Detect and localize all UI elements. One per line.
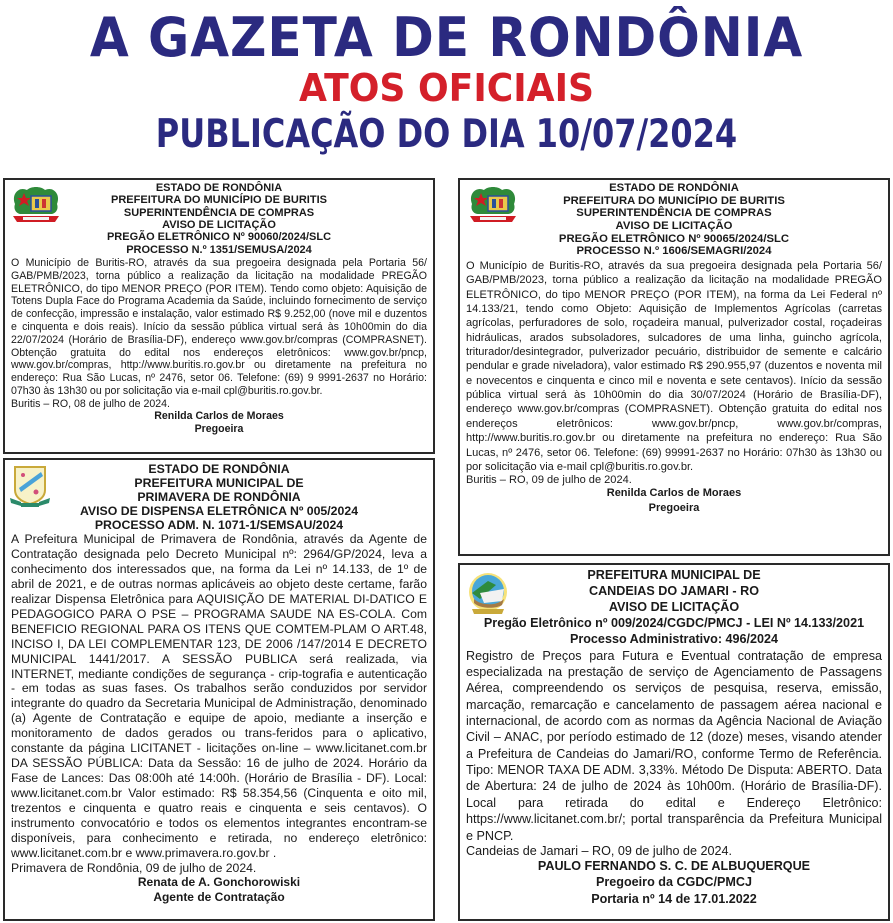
header-line: PROCESSO N.º 1606/SEMAGRI/2024	[576, 245, 772, 258]
signatory-name: Renilda Carlos de Moraes	[606, 487, 742, 500]
signatory-name: Renata de A. Gonchorowiski	[137, 874, 301, 889]
newspaper-title: A GAZETA DE RONDÔNIA	[89, 6, 804, 69]
notice-buritis-pregao-90060	[3, 178, 435, 454]
notice-header	[11, 182, 427, 256]
header-line: ESTADO DE RONDÔNIA	[148, 462, 290, 476]
notice-buritis-pregao-90065	[458, 178, 890, 556]
place-date: Candeias de Jamari – RO, 09 de julho de 2024.	[466, 843, 733, 858]
header-line: PREFEITURA DO MUNICÍPIO DE BURITIS	[111, 194, 327, 207]
notice-header	[466, 567, 882, 648]
signature-block	[11, 410, 427, 436]
header-line: PRIMAVERA DE RONDÔNIA	[137, 490, 301, 505]
header-line: PREGÃO ELETRÔNICO Nº 90065/2024/SLC	[558, 232, 790, 245]
header-line: AVISO DE LICITAÇÃO	[615, 219, 733, 232]
notice-primavera-dispensa-005	[3, 458, 435, 921]
section-title: ATOS OFICIAIS	[298, 66, 595, 110]
header-line: PROCESSO ADM. N. 1071-1/SEMSAU/2024	[94, 518, 344, 533]
notice-header	[466, 182, 882, 258]
header-line: AVISO DE DISPENSA ELETRÔNICA Nº 005/2024	[79, 504, 359, 519]
header-line: CANDEIAS DO JAMARI - RO	[588, 584, 760, 599]
notice-body: Registro de Preços para Futura e Eventual contratação de empresa especializada na prestação de serviço de Agenciamento de Passagens Aérea, compreendendo os serviços de pesquisa, reserva, emissão, marcação, remarcação e cancelamento de passagem aérea nacional e internacional, de acordo com as normas da Agência Nacional de Aviação Civil – ANAC, por período estimado de 12 (doze) meses, visando atender a Prefeitura de Candeias do Jamari/RO, conforme Termo de Referência. Tipo: MENOR TAXA DE ADM. 3,33%. Método De Disputa: ABERTO. Data de Abertura: 24 de julho de 2024 às 10h00m. (Horário de Brasília-DF). Local para retirada do edital e Endereço Eletrônico: https://www.licitanet.com.br/; portal transparência da Prefeitura Municipal e PNCP.	[466, 648, 882, 843]
signatory-appointment: Portaria nº 14 de 17.01.2022	[591, 891, 757, 906]
place-date: Primavera de Rondônia, 09 de julho de 2024.	[11, 860, 257, 875]
header-line: SUPERINTENDÊNCIA DE COMPRAS	[123, 206, 315, 219]
signatory-role: Pregoeira	[648, 501, 700, 514]
place-date: Buritis – RO, 09 de julho de 2024.	[466, 474, 632, 487]
masthead	[0, 0, 893, 176]
notice-candeias-pregao-009	[458, 563, 890, 921]
signatory-name: Renilda Carlos de Moraes	[154, 409, 284, 422]
signatory-name: PAULO FERNANDO S. C. DE ALBUQUERQUE	[537, 858, 811, 873]
signatory-role: Pregoeira	[194, 423, 244, 436]
header-line: ESTADO DE RONDÔNIA	[609, 182, 739, 194]
header-line: Pregão Eletrônico nº 009/2024/CGDC/PMCJ - LEI Nº 14.133/2021	[483, 616, 865, 631]
notice-body: A Prefeitura Municipal de Primavera de Rondônia, através da Agente de Contratação designada pelo Decreto Municipal nº: 2964/GP/2024, leva a conhecimento dos interessados que, na forma da Lei nº 14.133, de 1º de abril de 2021, e de outras normas aplicáveis ao objeto deste certame, farão realizar Dispensa Eletrônica para AQUISIÇÃO DE MATERIAL DI-DATICO E PEDAGOGICO PARA O PSE – PROGRAMA SAUDE NA ES-COLA. Com BENEFICIO REGIONAL PARA OS ITENS QUE COMTEM-PLAM O ART.48, INCISO I, DA LEI COMPLEMENTAR 123, DE 2006 /147/2014 E DECRETO MUNICIPAL 1441/2017. A SESSÃO PUBLICA será realizada, via INTERNET, mediante condições de segurança - crip-tografia e autenticação - em todas as suas fases. Os trabalhos serão conduzidos por servidor integrante do quadro da Secretaria Municipal de Administração, denominado (a) Agente de Contratação e equipe de apoio, mediante a inserção e monitoramento de dados gerados ou trans-feridos para o aplicativo, constante da página LICITANET - licitações on-line – www.licitanet.com.br DA SESSÃO PÚBLICA: Data da Sessão: 16 de julho de 2024. Horário da Fase de Lances: Das 08:00h até 14:00h. (Horário de Brasília - DF). Local: www.licitanet.com.br Valor estimado: R$ 58.354,56 (Cinquenta e oito mil, trezentos e cinquenta e quatro reais e cinquenta e seis centavos). O instrumento convocatório e todos os elementos integrantes encontram-se disponíveis, para conhecimento e retirada, no endereço eletrônico: www.licitanet.com.br e www.primavera.ro.gov.br .	[11, 532, 427, 860]
signature-block	[11, 875, 427, 905]
header-line: AVISO DE LICITAÇÃO	[608, 600, 740, 615]
header-line: PROCESSO N.º 1351/SEMUSA/2024	[126, 243, 312, 256]
header-line: PREFEITURA DO MUNICÍPIO DE BURITIS	[563, 194, 785, 207]
header-line: SUPERINTENDÊNCIA DE COMPRAS	[576, 207, 772, 220]
place-date: Buritis – RO, 08 de julho de 2024.	[11, 397, 171, 410]
signature-block	[466, 858, 882, 907]
header-line: ESTADO DE RONDÔNIA	[155, 182, 283, 194]
header-line: AVISO DE LICITAÇÃO	[162, 218, 276, 231]
header-line: PREFEITURA MUNICIPAL DE	[587, 568, 761, 582]
signatory-role: Pregoeiro da CGDC/PMCJ	[595, 875, 753, 890]
header-line: Processo Administrativo: 496/2024	[569, 632, 779, 647]
header-line: PREGÃO ELETRÔNICO Nº 90060/2024/SLC	[106, 231, 332, 244]
notice-body: O Município de Buritis-RO, através da sua pregoeira designada pela Portaria 56/ GAB/PMB/2023, torna público a realização da licitação na modalidade PREGÃO ELETRÔNICO, do tipo MENOR PREÇO (POR ITEM). Tendo como objeto: Aquisição de Totens Dupla Face do Programa Academia da Saúde, incluindo fornecimento de serviço de confecção, impressão e instalação, valor estimado R$ 9.252,00 (nove mil e duzentos e cinquenta e dois reais). Início da sessão pública virtual será às 10h00min do dia 22/07/2024 (Horário de Brasília-DF), endereço www.gov.br/compras (COMPRASNET). Obtenção gratuita do edital nos endereços eletrônicos: www.gov.br/pncp, www.gov.br/compras, http://www.buritis.ro.gov.br ou diretamente na prefeitura no endereço: Rua São Lucas, nº 2476, setor 06. Telefone: (69) 9 9991-2637 no Horário: 07h30 às 13h30 ou por solicitação via e-mail cpl@buritis.ro.gov.br.	[11, 256, 427, 397]
notice-header	[11, 462, 427, 532]
publication-date: PUBLICAÇÃO DO DIA 10/07/2024	[155, 112, 738, 157]
signature-block	[466, 486, 882, 515]
signatory-role: Agente de Contratação	[153, 889, 285, 904]
notice-body: O Município de Buritis-RO, através da sua pregoeira designada pela Portaria 56/ GAB/PMB/2023, torna público a realização da licitação na modalidade PREGÃO ELETRÔNICO, do tipo MENOR PREÇO (POR ITEM), na forma da Lei Federal nº 14.133/21, tendo como Objeto: Aquisição de Implementos Agrícolas (carretas agrícolas, perfuradores de solo, roçadeira manual, pulverizador costal, roçadeiras hidráulicas, arados subsoladores, sulcadores de uma linha, guincho agrícola, triturador/desintegrador, pulverizador pecuário, distribuidor de semente e calcário pendular e grade niveladora), valor estimado R$ 290.955,97 (duzentos e noventa mil e novecentos e cinquenta e cinco mil e noventa e sete centavos). Início da sessão pública virtual será às 10h00min do dia 30/07/2024 (Horário de Brasília-DF), endereço www.gov.br/compras (COMPRASNET). Obtenção gratuita do edital nos endereços eletrônicos: www.gov.br/pncp, www.gov.br/compras, http://www.buritis.ro.gov.br ou diretamente na prefeitura no endereço: Rua São Lucas, nº 2476, setor 06. Telefone: (69) 99991-2637 no Horário: 07h30 às 13h30 ou por solicitação via e-mail cpl@buritis.ro.gov.br.	[466, 259, 882, 473]
header-line: PREFEITURA MUNICIPAL DE	[134, 476, 304, 491]
